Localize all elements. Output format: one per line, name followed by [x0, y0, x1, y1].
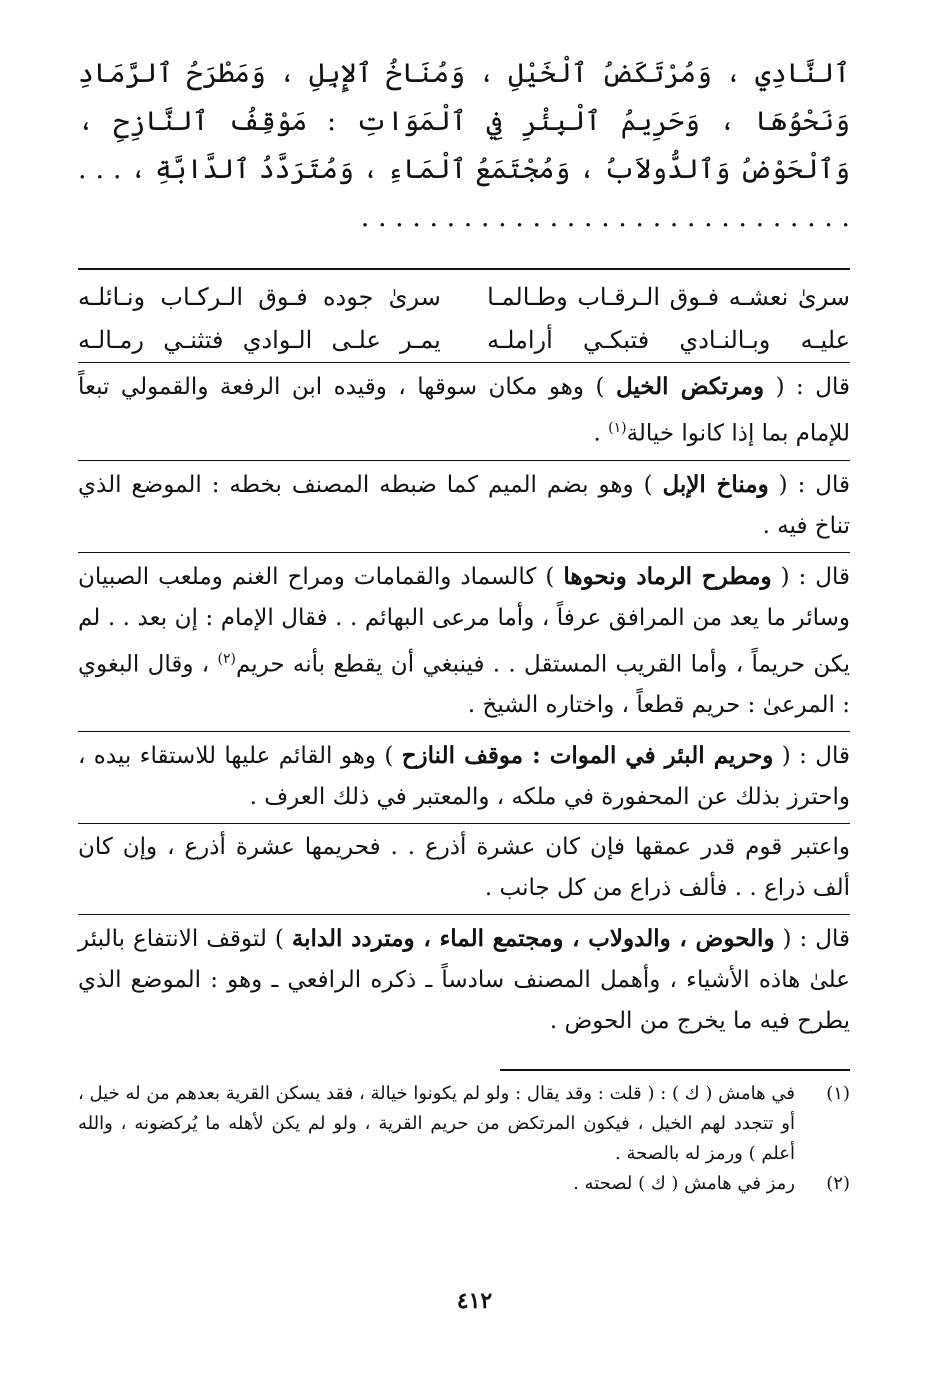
quoted-matn: ومناخ الإبل [662, 470, 769, 498]
quoted-matn: ومطرح الرماد ونحوها [563, 562, 772, 590]
poem-hemistich-second: سرىٰ جوده فـوق الـركـاب ونـائلـه [78, 283, 441, 311]
footnote-number: (١) [826, 1083, 850, 1105]
footnote-text: رمز في هامش ( ك ) لصحته . [573, 1173, 795, 1195]
footnote-item [78, 1079, 850, 1169]
para-prefix: قال : ( [774, 926, 850, 953]
quoted-matn: وحريم البئر في الموات : موقف النازح [401, 742, 774, 770]
poem-line [78, 276, 850, 319]
footnote-ref[interactable]: (٢) [217, 650, 236, 667]
matn-text: ٱلنَّادِي ، وَمُرْتَكَضُ ٱلْخَيْلِ ، وَمُنَاخُ ٱلإِبِلِ ، وَمَطْرَحُ ٱلرَّمَادِ وَنَحْوُهَا ، وَحَرِيمُ ٱلْبِئْرِ فِي ٱلْمَوَاتِ : مَوْقِفُ ٱلنَّازِحِ ، وَٱلْحَوْضُ وَٱلدُّولاَبُ ، وَمُجْتَمَعُ ٱلْمَاءِ ، وَمُتَرَدَّدُ ٱلدَّابَّةِ ، . . . . . . . . . . . . . . . . . . . . . . . . . . . . . . . . [78, 58, 850, 233]
quoted-matn: والحوض ، والدولاب ، ومجتمع الماء ، ومتردد الدابة [291, 925, 775, 953]
poem-hemistich-first: عليـه وبـالنـادي فتبكـي أراملـه [487, 326, 850, 354]
footnote-text: في هامش ( ك ) : ( قلت : وقد يقال : ولو لم يكونوا خيالة ، فقد يسكن القرية بعدهم من له خيل ، أو تتجدد لهم الخيل ، فيكون المرتكض من حريم القرية ، ولو لم يكن لأهله ما يُركضونه ، والله أعلم ) ورمز له بالصحة . [78, 1083, 795, 1165]
para-text: واعتبر قوم قدر عمقها فإن كان عشرة أذرع . . فحريمها عشرة أذرع ، وإن كان ألف ذراع . . فألف ذراع من كل جانب . [78, 834, 850, 902]
footnote-ref[interactable]: (١) [608, 420, 627, 436]
para-text: . [593, 420, 609, 447]
para-text: ) وهو بضم الميم كما ضبطه المصنف بخطه : الموضع الذي تناخ فيه . [78, 471, 850, 539]
footnote-separator [500, 1069, 850, 1071]
matn-separator [78, 268, 850, 270]
commentary-paragraph [78, 731, 850, 823]
para-text: ) وهو القائم عليها للاستقاء بيده ، واحترز بذلك عن المحفورة في ملكه ، والمعتبر في ذلك العرف . [78, 743, 850, 811]
para-prefix: قال : ( [771, 563, 850, 590]
para-text: ، وقال البغوي : المرعىٰ : حريم قطعاً ، واختاره الشيخ . [78, 651, 850, 719]
footnotes [78, 1079, 850, 1199]
page-number: ٤١٢ [456, 1288, 493, 1314]
poem-hemistich-first: سرىٰ نعشـه فـوق الـرقـاب وطـالمـا [487, 283, 850, 311]
commentary-paragraph [78, 823, 850, 914]
poem-line [78, 319, 850, 362]
commentary-paragraph [78, 552, 850, 732]
commentary-paragraph [78, 362, 850, 460]
commentary-paragraph [78, 460, 850, 552]
quoted-matn: ومرتكض الخيل [615, 373, 765, 400]
para-text: ) لتوقف الانتفاع بالبئر علىٰ هاذه الأشياء ، وأهمل المصنف سادساً ـ ذكره الرافعي ـ وهو : الموضع الذي يطرح فيه ما يخرج من الحوض . [78, 926, 850, 1035]
poem-hemistich-second: يمـر علـى الـوادي فتثنـي رمـالـه [78, 326, 441, 354]
para-prefix: قال : ( [768, 471, 850, 498]
para-text: ) وهو مكان سوقها ، وقيده ابن الرفعة والقمولي تبعاً للإمام بما إذا كانوا خيالة [78, 374, 850, 447]
page-body [78, 50, 850, 1199]
para-text: ) كالسماد والقمامات ومراح الغنم وملعب الصبيان وسائر ما يعد من المرافق عرفاً ، وأما مرعى البهائم . . فقال الإمام : إن بعد . . لم يكن حريماً ، وأما القريب المستقل . . فينبغي أن يقطع بأنه حريم [78, 563, 850, 678]
para-prefix: قال : ( [773, 743, 850, 770]
footnote-number: (٢) [826, 1173, 850, 1195]
poem [78, 276, 850, 362]
footnote-item [78, 1169, 850, 1199]
commentary-paragraph [78, 914, 850, 1047]
para-prefix: قال : ( [764, 374, 851, 400]
